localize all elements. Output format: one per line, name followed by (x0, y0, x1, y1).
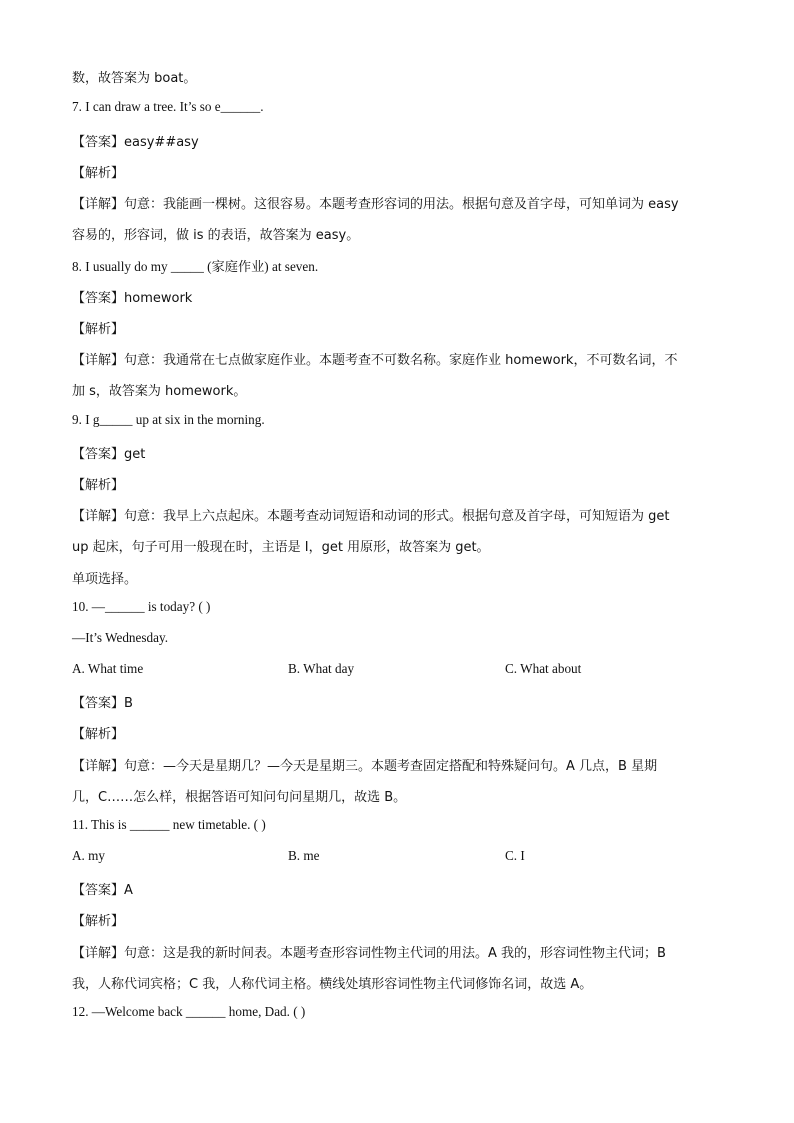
option-c-10: C. What about (505, 661, 582, 676)
explanation-10-line1: 【详解】句意：—今天是星期几？—今天是星期三。本题考查固定搭配和特殊疑问句。A 几点，B 星期 (72, 759, 658, 774)
section-heading: 单项选择。 (72, 572, 138, 587)
option-c-11: C. I (505, 848, 525, 863)
question-10-response: —It’s Wednesday. (72, 630, 168, 645)
option-a-10: A. What time (72, 661, 144, 676)
question-11: 11. This is ______ new timetable. ( ) (72, 817, 266, 832)
explanation-7-line1: 【详解】句意：我能画一棵树。这很容易。本题考查形容词的用法。根据句意及首字母，可知单词为 easy (72, 197, 679, 212)
option-b-11: B. me (288, 848, 320, 863)
explanation-9-line1: 【详解】句意：我早上六点起床。本题考查动词短语和动词的形式。根据句意及首字母，可知短语为 get (72, 509, 670, 524)
analysis-heading-8: 【解析】 (72, 322, 125, 337)
option-b-10: B. What day (288, 661, 355, 676)
option-a-11: A. my (72, 848, 105, 863)
question-8: 8. I usually do my _____ (家庭作业) at seven. (72, 259, 319, 274)
analysis-heading-9: 【解析】 (72, 478, 125, 493)
answer-7: 【答案】easy##asy (72, 135, 199, 150)
explanation-8-line2: 加 s，故答案为 homework。 (72, 384, 247, 399)
explanation-11-line2: 我，人称代词宾格；C 我，人称代词主格。横线处填形容词性物主代词修饰名词，故选 A。 (72, 977, 593, 992)
question-10: 10. —______ is today? ( ) (72, 599, 211, 614)
analysis-heading-10: 【解析】 (72, 727, 125, 742)
explanation-7-line2: 容易的，形容词，做 is 的表语，故答案为 easy。 (72, 228, 360, 243)
explanation-10-line2: 几，C……怎么样，根据答语可知问句问星期几，故选 B。 (72, 790, 407, 805)
answer-11: 【答案】A (72, 883, 133, 898)
analysis-heading-11: 【解析】 (72, 914, 125, 929)
explanation-9-line2: up 起床，句子可用一般现在时，主语是 I，get 用原形，故答案为 get。 (72, 540, 490, 555)
text-line: 数，故答案为 boat。 (72, 71, 197, 86)
question-9: 9. I g_____ up at six in the morning. (72, 412, 265, 427)
question-12: 12. —Welcome back ______ home, Dad. ( ) (72, 1004, 306, 1019)
answer-9: 【答案】get (72, 447, 146, 462)
question-7: 7. I can draw a tree. It’s so e______. (72, 99, 264, 114)
analysis-heading-7: 【解析】 (72, 166, 125, 181)
explanation-11-line1: 【详解】句意：这是我的新时间表。本题考查形容词性物主代词的用法。A 我的，形容词性物主代词；B (72, 946, 666, 961)
answer-10: 【答案】B (72, 696, 133, 711)
explanation-8-line1: 【详解】句意：我通常在七点做家庭作业。本题考查不可数名称。家庭作业 homework，不可数名词，不 (72, 353, 678, 368)
answer-8: 【答案】homework (72, 291, 193, 306)
